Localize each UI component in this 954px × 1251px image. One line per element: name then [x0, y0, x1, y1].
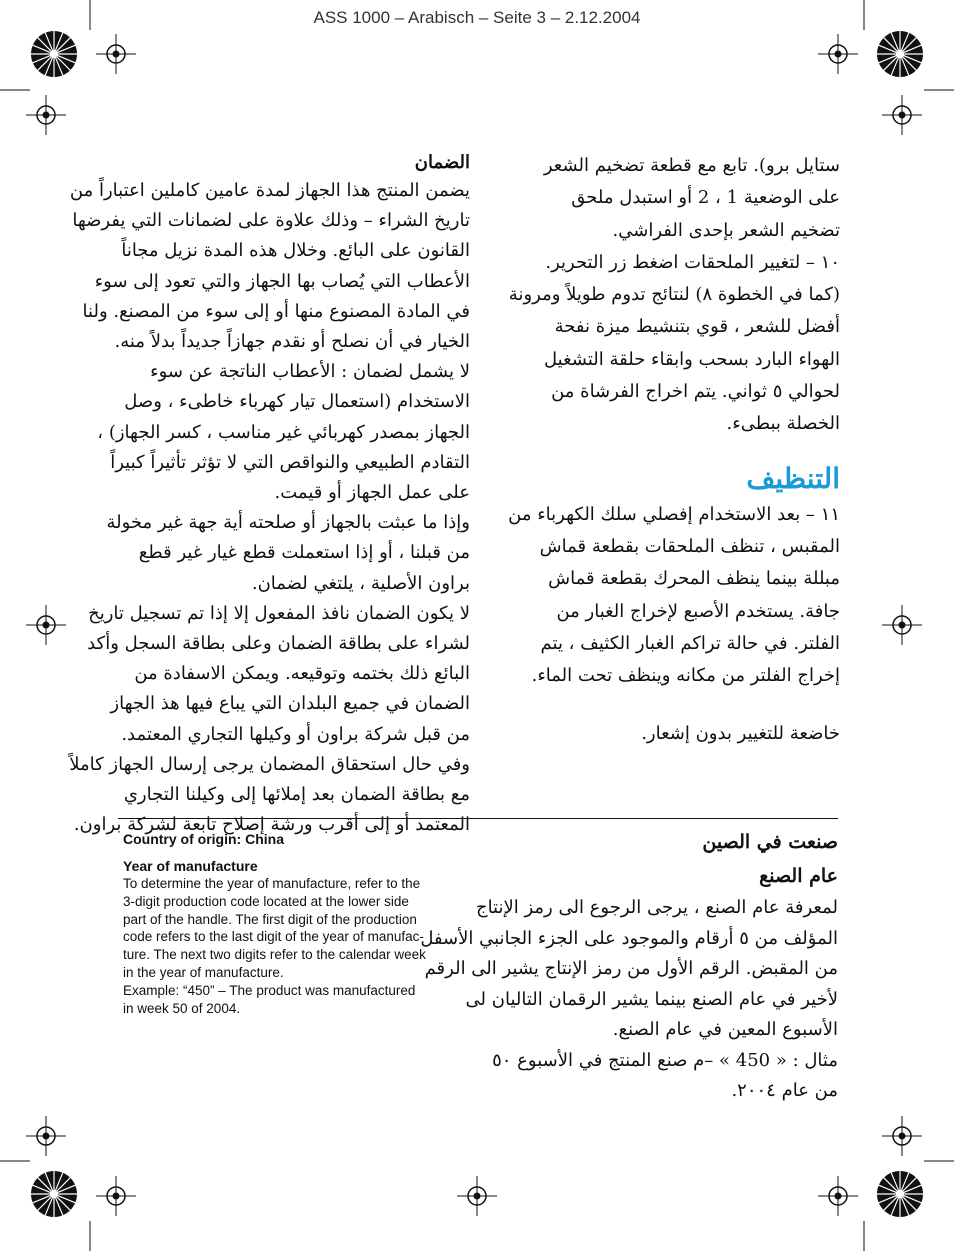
warranty-line: لا يكون الضمان نافذ المفعول إلا إذا تم تسجيل تاريخ	[88, 602, 470, 624]
manufacture-line-ar: من عام ٢٠٠٤.	[731, 1080, 838, 1101]
manufacture-line: ture. The next two digits refer to the calendar week	[123, 947, 426, 963]
warranty-line: من قبلنا ، أو إذا استعملت قطع غيار غير قطع	[138, 542, 470, 564]
year-heading: Year of manufacture	[123, 858, 258, 874]
warranty-line: لشراء على بطاقة الضمان وعلى بطاقة السجل وأكد	[87, 633, 470, 655]
step-11-line: إخراج الفلتر من مكانه وينظف تحت الماء.	[531, 665, 840, 687]
step-11-line: المقبس ، تنظف الملحقات بقطعة قماش	[539, 535, 840, 557]
warranty-line: لا يشمل لضمان : الأعطاب الناتجة عن سوء	[150, 361, 470, 383]
warranty-line: البائع ذلك بختمه وتوقيعه. ويمكن الاسفادة من	[134, 663, 470, 685]
warranty-line: وفي حال استحقاق المضمان يرجى إرسال الجهاز كاملاً	[69, 753, 470, 775]
warranty-line: الخيار في أن نصلح أو نقدم جهازاً جديداً بدلاً منه.	[114, 331, 470, 353]
step-10-line: أفضل للشعر ، قوي بتنشيط ميزة نفحة	[554, 316, 840, 338]
section-divider	[118, 818, 838, 819]
step-11-line: مبللة بينما ينظف المحرك بقطعة قماش	[548, 568, 840, 590]
warranty-title: الضمان	[414, 152, 470, 173]
arabic-manufacture-info	[420, 825, 838, 1107]
intro-line: على الوضعية 1 ، 2 أو استبدل ملحق	[571, 187, 840, 209]
manufacture-line-ar: لأخير في عام الصنع بينما يشير الرقمان التاليان لى	[465, 988, 838, 1010]
step-11-line: الفلتر. في حالة تراكم الغبار الكثيف ، يتم	[540, 632, 840, 654]
step-11-line: جافة. يستخدم الأصبع لإخراج الغبار من	[556, 600, 840, 622]
manufacture-line: code refers to the last digit of the year of manufac-	[123, 929, 424, 945]
change-notice: خاضعة للتغيير بدون إشعار.	[641, 723, 840, 745]
warranty-line: الاستخدام (استعمال تيار كهرباء خاطىء ، وصل	[124, 391, 470, 413]
step-10-line: الهواء البارد بسحب وابقاء حلقة التشغيل	[544, 348, 840, 370]
country-of-origin-ar: صنعت في الصين	[702, 831, 838, 853]
warranty-line: براون الأصلية ، يلتغي لضمان.	[251, 572, 470, 594]
manufacture-line-ar: لمعرفة عام الصنع ، يرجى الرجوع الى رمز الإنتاج	[475, 897, 838, 918]
warranty-line: تاريخ الشراء – وذلك علاوة على لضمانات التي يفرضها	[72, 210, 470, 232]
page-header: ASS 1000 – Arabisch – Seite 3 – 2.12.2004	[313, 8, 641, 27]
step-11-line: ١١ – بعد الاستخدام إفصلي سلك الكهرباء من	[508, 503, 840, 525]
step-10-line: (كما في الخطوة ٨) لنتائج تدوم طويلاً ومرونة	[508, 284, 840, 306]
step-10-line: الخصلة ببطىء.	[726, 413, 840, 435]
cleaning-title: التنظيف	[746, 461, 840, 495]
manufacture-line-ar: مثال : « 450 » –م صنع المنتج في الأسبوع ٥٠	[492, 1049, 838, 1071]
warranty-line: مع بطاقة الضمان بعد إملائها إلى وكيلنا التجاري	[123, 784, 470, 806]
warranty-line: على عمل الجهاز أو قيمت.	[274, 482, 470, 504]
manufacture-line: Example: “450” – The product was manufactured	[123, 982, 416, 998]
warranty-line: المعتمد أو إلى أقرب ورشة إصلاح تابعة لشركة براون.	[73, 814, 470, 836]
manufacture-line: To determine the year of manufacture, refer to the	[123, 876, 421, 891]
manufacture-line: 3-digit production code located at the lower side	[123, 893, 409, 909]
warranty-line: من قبل شركة براون أو وكيلها التجاري المعتمد.	[121, 723, 470, 745]
warranty-line: التقادم الطبيعي والنواقص التي لا تؤثر تأثيراً كبيراً	[110, 451, 470, 473]
manufacture-line: part of the handle. The first digit of the production	[123, 911, 417, 927]
intro-line: تضخيم الشعر بإحدى الفراشي.	[612, 219, 840, 241]
year-heading-ar: عام الصنع	[759, 865, 838, 887]
warranty-line: الأعطاب التي يُصاب بها الجهاز والتي تعود إلى سوء	[94, 270, 470, 292]
warranty-line: الضمان في جميع البلدان التي يباع فيها هذ الجهاز	[110, 693, 470, 715]
warranty-line: في المادة المصنوع منها أو إلى سوء من المصنع. ولنا	[82, 300, 470, 322]
instructions-column	[500, 150, 840, 751]
manufacture-line: in the year of manufacture.	[123, 964, 284, 980]
english-manufacture-info	[123, 830, 468, 1017]
warranty-line: الجهاز بمصدر كهربائي غير مناسب ، كسر الجهاز) ،	[97, 421, 470, 443]
warranty-line: يضمن المنتج هذا الجهاز لمدة عامين كاملين اعتباراً من	[69, 180, 470, 201]
warranty-line: وإذا ما عبثت بالجهاز أو صلحته أية جهة غير مخولة	[106, 512, 470, 534]
step-10-line: لحوالي ٥ ثواني. يتم اخراج الفرشاة من	[551, 381, 840, 403]
country-of-origin: Country of origin: China	[123, 831, 284, 847]
manufacture-line-ar: الأسبوع المعين في عام الصنع.	[612, 1019, 838, 1040]
manufacture-line-ar: المؤلف من ٥ أرقام والموجود على الجزء الجانبي الأسفل	[420, 927, 838, 949]
manufacture-line: in week 50 of 2004.	[123, 1000, 241, 1016]
warranty-column	[69, 150, 470, 840]
step-10-line: ١٠ – لتغيير الملحقات اضغط زر التحرير.	[545, 251, 840, 273]
manufacture-line-ar: من المقبض. الرقم الأول من رمز الإنتاج يشير الى الرقم	[424, 958, 838, 979]
intro-line: ستايل برو). تابع مع قطعة تضخيم الشعر	[543, 155, 840, 176]
warranty-line: القانون على البائع. وخلال هذه المدة نزيل مجاناً	[121, 240, 470, 262]
